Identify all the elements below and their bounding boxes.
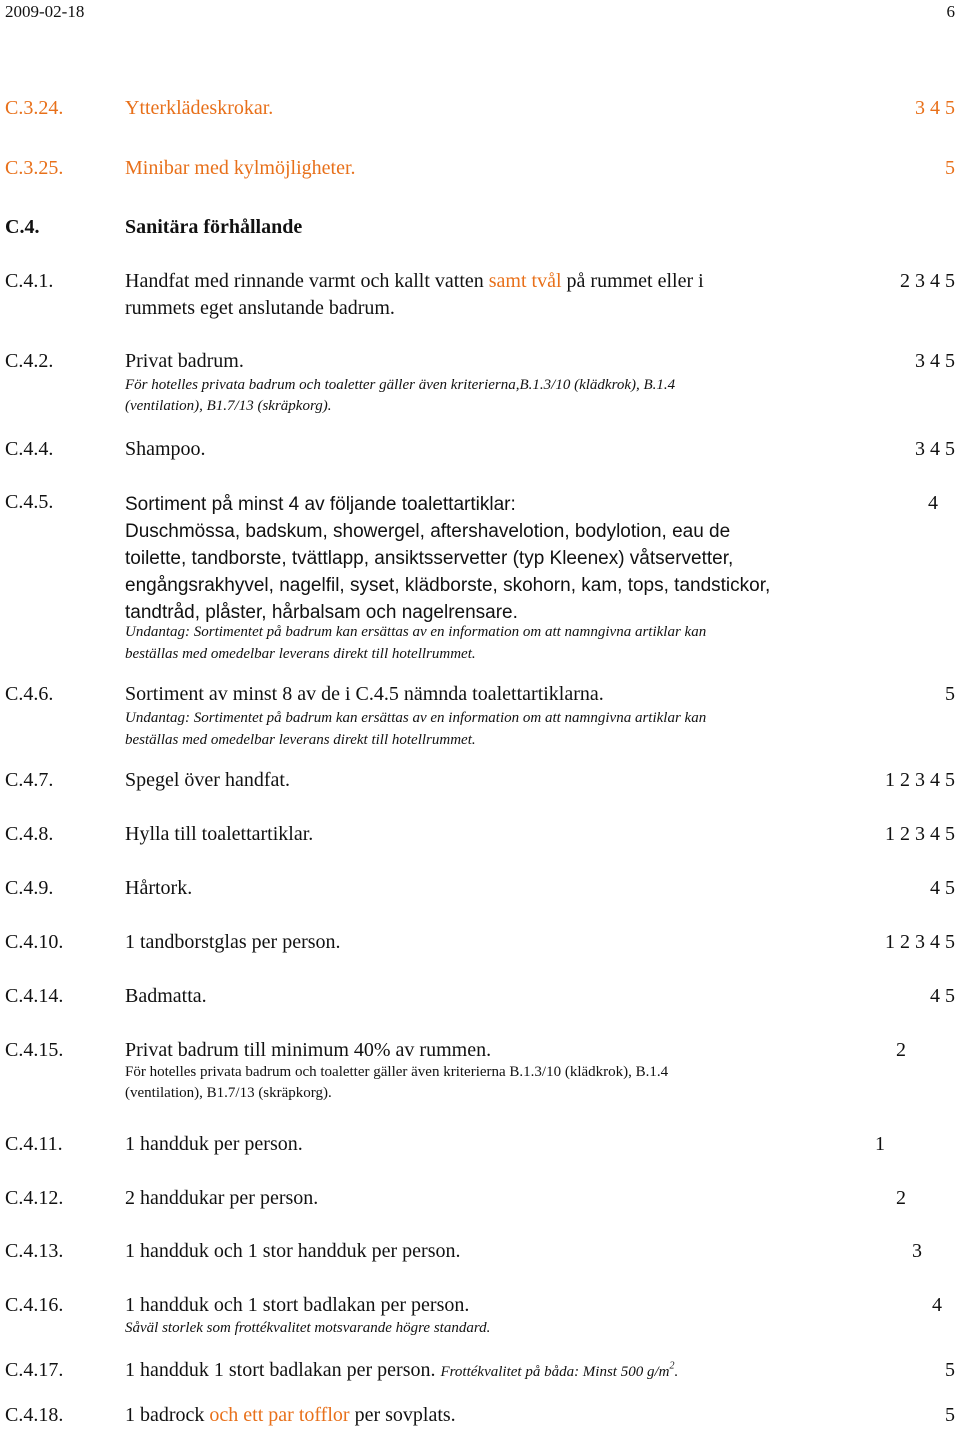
- title-part: på rummet eller i: [561, 270, 704, 292]
- criterion-code: C.4.7.: [5, 769, 54, 791]
- criterion-stars: 4 5: [930, 985, 955, 1007]
- criterion-stars: 2: [896, 1039, 906, 1061]
- criterion-line: engångsrakhyvel, nagelfil, syset, klädborste, skohorn, kam, tops, tandstickor,: [125, 575, 771, 596]
- criterion-code: C.4.8.: [5, 823, 54, 845]
- criterion-title: Ytterklädeskrokar.: [125, 97, 274, 119]
- header-date: 2009-02-18: [5, 2, 85, 21]
- criterion-note: (ventilation), B1.7/13 (skräpkorg).: [125, 398, 332, 414]
- criterion-title: 1 tandborstglas per person.: [125, 931, 341, 953]
- criterion-title: Minibar med kylmöjligheter.: [125, 157, 356, 179]
- criterion-note: Undantag: Sortimentet på badrum kan ersättas av en information om att namngivna artiklar kan: [125, 624, 707, 640]
- page-number: 6: [946, 2, 955, 21]
- criterion-stars: 1 2 3 4 5: [885, 931, 955, 953]
- criterion-code: C.4.15.: [5, 1039, 64, 1061]
- criterion-code: C.3.25.: [5, 157, 64, 179]
- criterion-title: Spegel över handfat.: [125, 769, 290, 791]
- criterion-stars: 5: [945, 157, 955, 179]
- criterion-title: Privat badrum till minimum 40% av rummen.: [125, 1039, 492, 1061]
- criterion-code: C.4.11.: [5, 1133, 63, 1155]
- criterion-title: Badmatta.: [125, 985, 207, 1007]
- criterion-stars: 4 5: [930, 877, 955, 899]
- criterion-code: C.4.1.: [5, 270, 54, 292]
- title-part: per sovplats.: [349, 1404, 456, 1426]
- superscript: 2: [669, 1360, 675, 1372]
- criterion-code: C.3.24.: [5, 97, 64, 119]
- criterion-note: beställas med omedelbar leverans direkt till hotellrummet.: [125, 732, 476, 748]
- criterion-code: C.4.10.: [5, 931, 64, 953]
- criterion-title: [125, 270, 704, 293]
- criterion-title: Hylla till toalettartiklar.: [125, 823, 314, 845]
- criterion-note: Såväl storlek som frottékvalitet motsvarande högre standard.: [125, 1320, 491, 1336]
- criterion-code: C.4.9.: [5, 877, 54, 899]
- criterion-stars: 2: [896, 1187, 906, 1209]
- section-code: C.4.: [5, 216, 40, 238]
- criterion-title-line2: rummets eget anslutande badrum.: [125, 297, 395, 319]
- criterion-title: 1 handduk per person.: [125, 1133, 303, 1155]
- inline-note: Frottékvalitet på båda: Minst 500 g/m: [440, 1364, 670, 1380]
- section-title: Sanitära förhållande: [125, 216, 303, 238]
- criterion-stars: 5: [945, 1359, 955, 1381]
- criterion-code: C.4.4.: [5, 438, 54, 460]
- criterion-line: Duschmössa, badskum, showergel, aftershavelotion, bodylotion, eau de: [125, 521, 731, 542]
- criterion-stars: 1 2 3 4 5: [885, 823, 955, 845]
- criterion-note: Undantag: Sortimentet på badrum kan ersättas av en information om att namngivna artiklar kan: [125, 710, 707, 726]
- criterion-line: toilette, tandborste, tvättlapp, ansiktsservetter (typ Kleenex) våtservetter,: [125, 548, 734, 569]
- criterion-note: För hotelles privata badrum och toaletter gäller även kriterierna,B.1.3/10 (klädkrok), B.1.4: [125, 377, 676, 393]
- criterion-title: 2 handdukar per person.: [125, 1187, 319, 1209]
- criterion-title: [125, 1359, 678, 1382]
- title-part: 1 handduk 1 stort badlakan per person.: [125, 1359, 441, 1381]
- criterion-title: Sortiment av minst 8 av de i C.4.5 nämnda toalettartiklarna.: [125, 683, 604, 705]
- criterion-stars: 1 2 3 4 5: [885, 769, 955, 791]
- criterion-code: C.4.6.: [5, 683, 54, 705]
- criterion-note: För hotelles privata badrum och toaletter gäller även kriterierna B.1.3/10 (klädkrok), B.1.4: [125, 1064, 669, 1080]
- criterion-body: [125, 491, 885, 626]
- criterion-stars: 4: [928, 492, 938, 514]
- criterion-title: Shampoo.: [125, 438, 206, 460]
- criterion-stars: 2 3 4 5: [900, 270, 955, 292]
- criterion-code: C.4.18.: [5, 1404, 64, 1426]
- criterion-line: tandtråd, plåster, hårbalsam och nagelrensare.: [125, 602, 518, 623]
- criterion-code: C.4.17.: [5, 1359, 64, 1381]
- criterion-stars: 5: [945, 1404, 955, 1426]
- criterion-note: beställas med omedelbar leverans direkt till hotellrummet.: [125, 646, 476, 662]
- criterion-code: C.4.14.: [5, 985, 64, 1007]
- criterion-code: C.4.5.: [5, 491, 54, 513]
- criterion-title: 1 handduk och 1 stor handduk per person.: [125, 1240, 461, 1262]
- criterion-title: Sortiment på minst 4 av följande toalettartiklar:: [125, 494, 516, 515]
- criterion-stars: 4: [932, 1294, 942, 1316]
- criterion-stars: 3: [912, 1240, 922, 1262]
- criterion-code: C.4.13.: [5, 1240, 64, 1262]
- criterion-title: [125, 1404, 456, 1427]
- inline-note-end: .: [674, 1364, 679, 1380]
- criterion-stars: 5: [945, 683, 955, 705]
- criterion-code: C.4.2.: [5, 350, 54, 372]
- title-part: 1 badrock: [125, 1404, 210, 1426]
- criterion-title: 1 handduk och 1 stort badlakan per person.: [125, 1294, 470, 1316]
- title-part: Handfat med rinnande varmt och kallt vatten: [125, 270, 489, 292]
- criterion-stars: 1: [875, 1133, 885, 1155]
- criterion-code: C.4.12.: [5, 1187, 64, 1209]
- title-highlight: och ett par tofflor: [209, 1404, 350, 1426]
- title-highlight: samt tvål: [488, 270, 562, 292]
- criterion-code: C.4.16.: [5, 1294, 64, 1316]
- criterion-stars: 3 4 5: [915, 350, 955, 372]
- criterion-stars: 3 4 5: [915, 97, 955, 119]
- criterion-note: (ventilation), B1.7/13 (skräpkorg).: [125, 1085, 332, 1101]
- criterion-stars: 3 4 5: [915, 438, 955, 460]
- criterion-title: Hårtork.: [125, 877, 193, 899]
- criterion-title: Privat badrum.: [125, 350, 244, 372]
